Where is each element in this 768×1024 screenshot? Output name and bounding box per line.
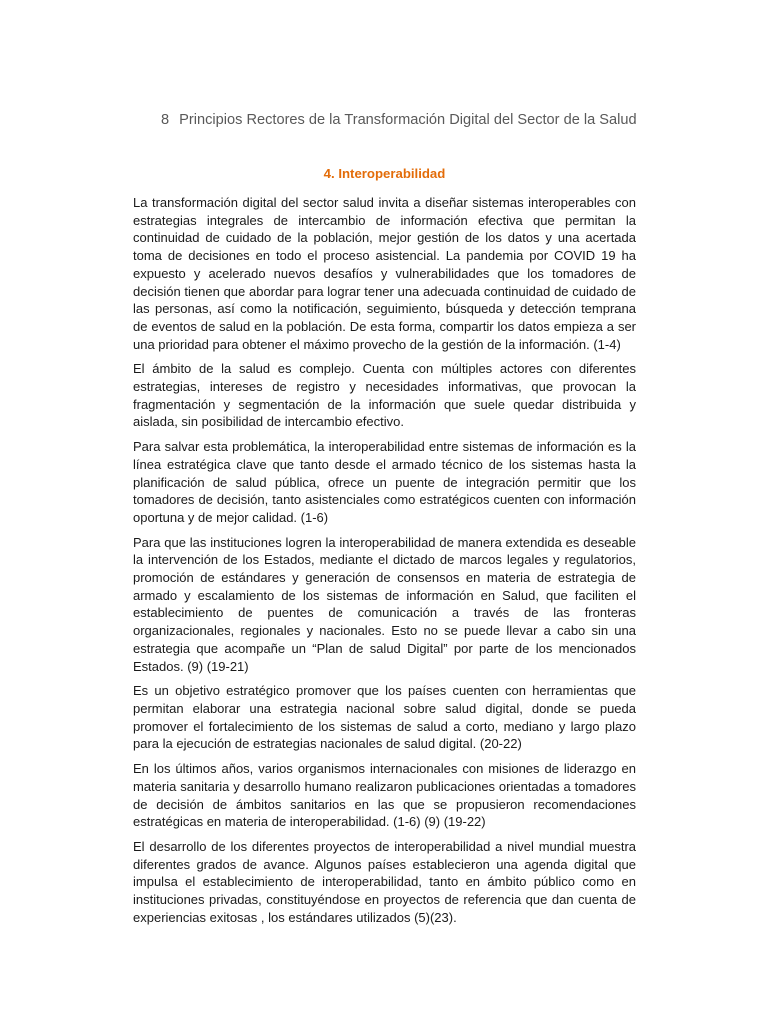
paragraph-5: Es un objetivo estratégico promover que los países cuenten con herramientas que permitan elaborar una estrategia nacional sobre salud digital, donde se pueda promover el fortalecimiento de los sistemas de salud a corto, mediano y largo plazo para la ejecución de estrategias nacionales de salud digital. (20-22) bbox=[133, 683, 636, 752]
paragraph-6: En los últimos años, varios organismos internacionales con misiones de liderazgo en materia sanitaria y desarrollo humano realizaron publicaciones orientadas a tomadores de decisión de ámbitos sanitarios en las que se propusieron recomendaciones estratégicas en materia de interoperabilidad. (1-6) (9) (19-22) bbox=[133, 761, 636, 830]
running-header bbox=[161, 112, 641, 128]
paragraph-7: El desarrollo de los diferentes proyectos de interoperabilidad a nivel mundial muestra diferentes grados de avance. Algunos países establecieron una agenda digital que impulsa el establecimiento de interoperabilidad, tanto en ámbito público como en instituciones privadas, constituyéndose en proyectos de referencia que dan cuenta de experiencias exitosas , los estándares utilizados (5)(23). bbox=[133, 838, 636, 925]
body-text bbox=[133, 194, 636, 933]
paragraph-2: El ámbito de la salud es complejo. Cuenta con múltiples actores con diferentes estrategias, intereses de registro y necesidades informativas, que provocan la fragmentación y segmentación de la información que suele quedar distribuida y aislada, sin posibilidad de intercambio efectivo. bbox=[133, 361, 636, 430]
paragraph-4: Para que las instituciones logren la interoperabilidad de manera extendida es deseable la intervención de los Estados, mediante el dictado de marcos legales y regulatorios, promoción de estándares y generación de consensos en materia de estrategia de armado y escalamiento de los sistemas de información en Salud, que faciliten el establecimiento de puentes de comunicación a través de las fronteras organizacionales, regionales y nacionales. Esto no se puede llevar a cabo sin una estrategia que acompañe un “Plan de salud Digital” por parte de los mencionados Estados. (9) (19-21) bbox=[133, 534, 636, 674]
paragraph-1: La transformación digital del sector salud invita a diseñar sistemas interoperables con estrategias integrales de intercambio de información efectiva que permitan la continuidad de cuidado de la población, mejor gestión de los datos y una acertada toma de decisiones en todo el proceso asistencial. La pandemia por COVID 19 ha expuesto y acelerado nuevos desafíos y vulnerabilidades que los tomadores de decisión tienen que abordar para lograr tener una adecuada continuidad de cuidado de las personas, así como la notificación, seguimiento, búsqueda y detección temprana de eventos de salud en la población. De esta forma, compartir los datos empieza a ser una prioridad para obtener el máximo provecho de la gestión de la información. (1-4) bbox=[133, 195, 636, 352]
paragraph-3: Para salvar esta problemática, la interoperabilidad entre sistemas de información es la línea estratégica clave que tanto desde el armado técnico de los sistemas hasta la planificación de salud pública, ofrece un puente de integración permitir que los tomadores de decisión, tanto asistenciales como estratégicos cuenten con información oportuna y de mejor calidad. (1-6) bbox=[133, 439, 636, 525]
section-heading: 4. Interoperabilidad bbox=[323, 166, 446, 181]
running-header-title: Principios Rectores de la Transformación Digital del Sector de la Salud bbox=[179, 112, 637, 128]
page-number: 8 bbox=[161, 112, 170, 128]
